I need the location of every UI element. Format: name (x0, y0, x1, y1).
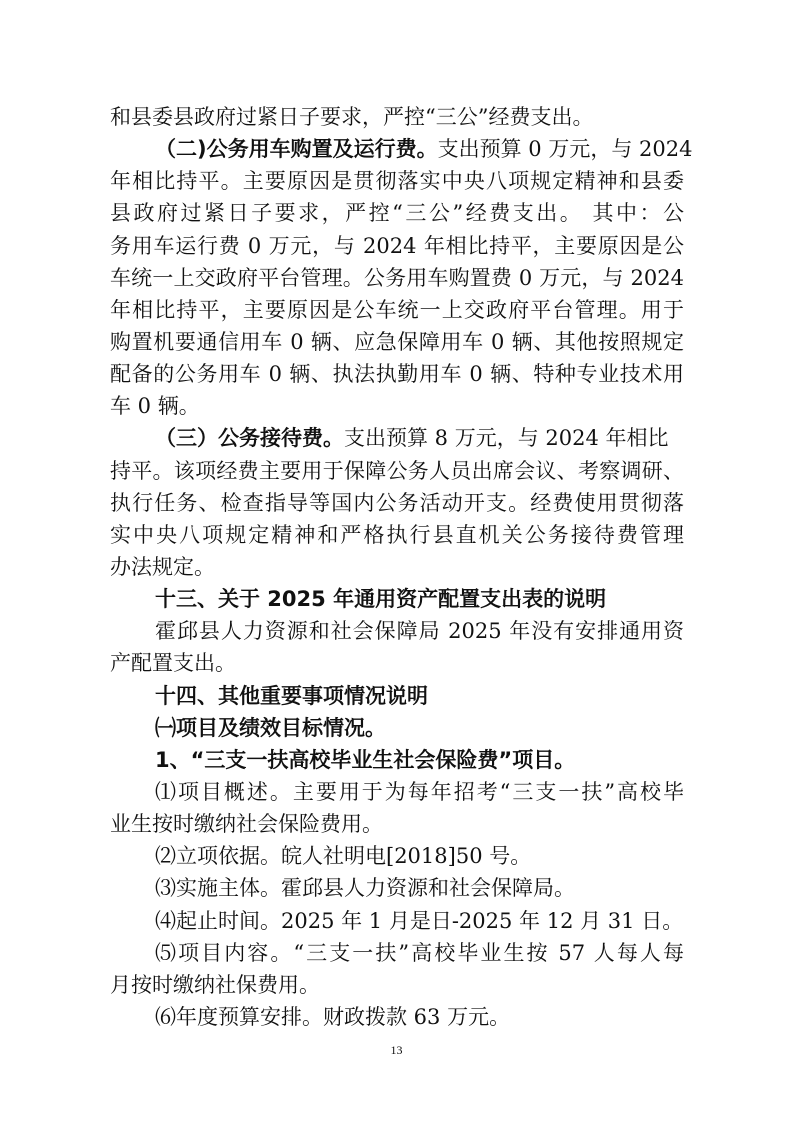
paragraph-line: 年相比持平。主要原因是贯彻落实中央八项规定精神和县委 (110, 169, 684, 193)
paragraph-line: 执行任务、检查指导等国内公务活动开支。经费使用贯彻落 (110, 491, 684, 515)
paragraph-line: 配备的公务用车 0 辆、执法执勤用车 0 辆、特种专业技术用 (110, 362, 684, 386)
paragraph-line: ⑸项目内容。“三支一扶”高校毕业生按 57 人每人每 (155, 941, 684, 965)
section-heading: 十三、关于 2025 年通用资产配置支出表的说明 (155, 587, 607, 611)
paragraph-line: 车统一上交政府平台管理。公务用车购置费 0 万元，与 2024 (110, 266, 684, 290)
paragraph-line: （三）公务接待费。支出预算 8 万元，与 2024 年相比 (155, 426, 669, 450)
paragraph-line: 霍邱县人力资源和社会保障局 2025 年没有安排通用资 (155, 619, 684, 643)
section-heading: （二)公务用车购置及运行费。 (155, 137, 438, 161)
paragraph-line: 县政府过紧日子要求，严控“三公”经费支出。 其中：公 (110, 201, 684, 225)
subsection-heading: ㈠项目及绩效目标情况。 (155, 716, 386, 740)
section-heading: 十四、其他重要事项情况说明 (155, 684, 428, 708)
paragraph-line: 产配置支出。 (110, 651, 236, 675)
paragraph-line: 业生按时缴纳社会保险费用。 (110, 812, 383, 836)
paragraph-line: 和县委县政府过紧日子要求，严控“三公”经费支出。 (110, 105, 594, 129)
paragraph-line: ⑷起止时间。2025 年 1 月是日-2025 年 12 月 31 日。 (155, 909, 684, 933)
paragraph-line: 实中央八项规定精神和严格执行县直机关公务接待费管理 (110, 523, 684, 547)
page-number: 13 (390, 1043, 403, 1057)
paragraph-line: 月按时缴纳社保费用。 (110, 973, 320, 997)
paragraph-line: 购置机要通信用车 0 辆、应急保障用车 0 辆、其他按照规定 (110, 330, 684, 354)
paragraph-line: ⑹年度预算安排。财政拨款 63 万元。 (155, 1005, 511, 1029)
paragraph-line: 务用车运行费 0 万元，与 2024 年相比持平，主要原因是公 (110, 234, 684, 258)
paragraph-line: （二)公务用车购置及运行费。支出预算 0 万元，与 2024 (155, 137, 693, 161)
paragraph-line: ⑵立项依据。皖人社明电[2018]50 号。 (155, 844, 532, 868)
paragraph-line: 持平。该项经费主要用于保障公务人员出席会议、考察调研、 (110, 459, 684, 483)
paragraph-line: 年相比持平，主要原因是公车统一上交政府平台管理。用于 (110, 298, 684, 322)
section-heading: （三）公务接待费。 (155, 426, 344, 450)
paragraph-line: ⑶实施主体。霍邱县人力资源和社会保障局。 (155, 876, 575, 900)
paragraph-line: 办法规定。 (110, 555, 215, 579)
project-heading: 1、“三支一扶高校毕业生社会保险费”项目。 (155, 748, 576, 772)
paragraph-line: ⑴项目概述。主要用于为每年招考“三支一扶”高校毕 (155, 780, 684, 804)
paragraph-line: 车 0 辆。 (110, 394, 200, 418)
